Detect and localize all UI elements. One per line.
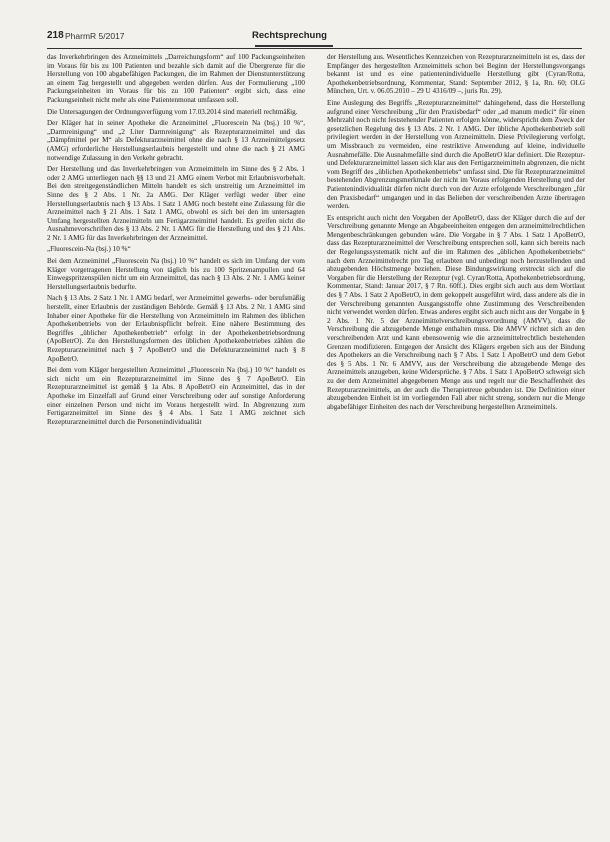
journal-reference: PharmR 5/2017 xyxy=(65,31,125,41)
paragraph: das Inverkehrbringen des Arzneimittels „Darreichungsform“ auf 100 Packungseinheiten im Voraus für bis zu 100 Patienten und bezahle sich damit auf die Übergrenze für die Herstellung von 100 abgabefähigen Packungen, die im Rahmen der Dienstunterstützung an einem Tag hergestellt und abgegeben werden dürfen. Aus der Formulierung „100 Packungseinheiten im Voraus für bis zu 100 Patienten“ ergibt sich, dass eine Packungseinheit nicht mehr als eine Patientenmonat umfassen soll. xyxy=(47,53,305,104)
page-number: 218 xyxy=(47,30,64,41)
page-header xyxy=(47,30,582,46)
paragraph: Es entspricht auch nicht den Vorgaben der ApoBetrO, dass der Kläger durch die auf der Verschreibung genannte Menge an Abgabeeinheiten entgegen den arzneimittelrechtlichen Mengenbeschränkungen gebunden wäre. Die Vorgabe in § 7 Abs. 1 Satz 1 ApoBetrO, dass das Rezepturarzneimittel der Verschreibung entsprechen soll, kann sich bereits nach der Regelungssystematik nicht auf die im Rahmen des „üblichen Apothekenbetriebs“ nach dem Arzneimittelrecht pro Tag erlaubten und unbedingt noch herzustellenden und abzugebenden Höchstmenge beziehen. Diese Bindungswirkung erstreckt sich auf die Vorgaben für die Herstellung der Rezeptur (vgl. Cyran/Rotta, Apothekenbetriebsordnung, Kommentar, Stand: Januar 2017, § 7 Rn. 60ff.). Dies ergibt sich auch aus dem Wortlaut des § 7 Abs. 1 Satz 2 ApoBetrO, in dem gekoppelt ausgeführt wird, dass andere als die in der Verschreibung genannten Ausgangsstoffe ohne Zustimmung des Verschreibenden nicht verwendet werden dürfen. Etwas anderes ergibt sich auch nicht aus der Vorgabe in § 2 Abs. 1 Nr. 5 der Arzneimittelverschreibungsverordnung (AMVV), dass die Verschreibung die abzugebende Menge enthalten muss. Die AMVV richtet sich an den verschreibenden Arzt und kann ebensowenig wie die arzneimittelrechtlich bestehenden Grenzen modifizieren. Entgegen der Ansicht des Klägers ergeben sich aus der Bindung des Apothekers an die Verschreibung nach § 7 Abs. 1 Satz 1 ApoBetrO und dem Gebot des § 5 Abs. 1 Nr. 6 AMVV, aus der Verschreibung die abzugebende Menge des Arzneimittels anzugeben, keine Widersprüche. § 7 Abs. 1 Satz 1 ApoBetrO schweigt sich zu der dem Arzneimittel abgegebenen Menge aus und regelt nur die Beschaffenheit des Rezepturarzneimittels, an der auch die Therapietreue gebunden ist. Die Definition einer abzugebenden Einheit ist im vorliegenden Fall aber nicht streng, sondern nur die Menge abgabefähiger Einheiten des nach der Verschreibung hergestellten Arzneimittels. xyxy=(327,213,585,411)
paragraph: Der Kläger hat in seiner Apotheke die Arzneimittel „Fluorescein Na (bsj.) 10 %“, „Darmreinigung“ und „2 Liter Darmreinigung“ als Rezepturarzneimittel und das „Dämpfmittel per M“ als Defekturarzneimittel ohne die nach § 13 Arzneimittelgesetz (AMG) erforderliche Herstellungserlaubnis hergestellt und ohne die nach § 21 AMG notwendige Zulassung in den Verkehr gebracht. xyxy=(47,119,305,162)
subheading: „Fluorescein-Na (bsj.) 10 %“ xyxy=(47,245,131,254)
paragraph: der Herstellung aus. Wesentliches Kennzeichen von Rezepturarzneimitteln ist es, dass der Empfänger des hergestellten Arzneimittels schon bei Beginn der Herstellungsvorgangs bekannt ist und es eine patientenindividuelle Herstellung gibt (Cyran/Rotta, Apothekenbetriebsordnung, Kommentar, Stand: September 2012, § 1a, Rn. 60; OLG München, Urt. v. 06.05.2010 – 29 U 4316/09 –, juris Rn. 29). xyxy=(327,53,585,96)
header-rule xyxy=(47,48,582,49)
right-column xyxy=(327,53,585,414)
section-title: Rechtsprechung xyxy=(252,30,327,41)
paragraph: Der Herstellung und das Inverkehrbringen von Arzneimitteln im Sinne des § 2 Abs. 1 oder 2 AMG unterliegen nach §§ 13 und 21 AMG einem Verbot mit Erlaubnisvorbehalt. Bei den streitgegenständlichen Mitteln handelt es sich unstreitig um Arzneimittel im Sinne des § 2 Abs. 1 Nr. 2a AMG. Der Kläger verfügt weder über eine Herstellungserlaubnis nach § 13 Abs. 1 Satz 1 AMG noch besteht eine Zulassung für die Arzneimittel nach § 21 Abs. 1 Satz 1 AMG, obwohl es sich bei den im untersagten Umfang hergestellten Arzneimitteln um Fertigarzneimittel handelt. Es greifen nicht die Ausnahmevorschriften des § 13 Abs. 2 Nr. 1 AMG für die Herstellung und des § 21 Abs. 2 Nr. 1 AMG für das Inverkehrbringen der Arzneimittel. xyxy=(47,165,305,242)
section-underline xyxy=(255,45,333,47)
paragraph: Bei dem Arzneimittel „Fluorescein Na (bsj.) 10 %“ handelt es sich im Umfang der vom Kläger vorgetragenen Herstellung von täglich bis zu 100 Spritzenampullen und 64 Einwegspritzenspülen nicht um ein Arzneimittel, das nach § 13 Abs. 2 Nr. 1 AMG keiner Herstellungserlaubnis bedurfte. xyxy=(47,257,305,291)
paragraph: Eine Auslegung des Begriffs „Rezepturarzneimittel“ dahingehend, dass die Herstellung aufgrund einer Verschreibung „für den Praxisbedarf“ oder „ad manum medici“ für einen Mehrzahl noch nicht feststehender Patienten erfolgen könne, widerspricht dem Zweck der gesetzlichen Regelung des § 13 Abs. 2 Nr. 1 AMG. Der übliche Apothekenbetrieb soll privilegiert werden in der Herstellung von Arzneimitteln. Diese Privilegierung verfolgt, um Missbrauch zu vermeiden, eine restriktive Anwendung auf kleine, individuelle Ausnahmefälle. Die Ausnahmefälle sind durch die ApoBetrO klar definiert. Die Rezeptur- und Defekturarzneimittel lassen sich klar aus den Fertigarzneimitteln abgrenzen, die nicht vom Begriff des „üblichen Apothekenbetriebs“ umfasst sind. Die für Rezepturarzneimittel bestehenden Abgrenzungsmerkmale der nicht im Voraus erfolgenden Herstellung und der Patientenindividualität dürfen nicht durch von der Arzte erfolgende Verschreibungen „für den Praxisbedarf“ umgangen und in das Belieben der verschreibenden Arzte übertragen werden. xyxy=(327,98,585,211)
left-column xyxy=(47,53,305,429)
paragraph: Nach § 13 Abs. 2 Satz 1 Nr. 1 AMG bedarf, wer Arzneimittel gewerbs- oder berufsmäßig herstellt, einer Erlaubnis der zuständigen Behörde. Gemäß § 13 Abs. 2 Nr. 1 AMG sind Inhaber einer Apotheke für die Herstellung von Arzneimitteln im Rahmen des üblichen Apothekenbetriebs von der Erlaubnispflicht befreit. Eine nähere Bestimmung des Begriffes „üblicher Apothekenbetrieb“ erfolgt in der Apothekenbetriebsordnung (ApoBetrO). Zu den Herstellungsformen des üblichen Apothekenbetriebes zählen die Rezepturarzneimittel nach § 7 ApoBetrO und die Defekturarzneimittel nach § 8 ApoBetrO. xyxy=(47,294,305,363)
paragraph: Bei dem vom Kläger hergestellten Arzneimittel „Fluorescein Na (bsj.) 10 %“ handelt es sich nicht um ein Rezepturarzneimittel im Sinne des § 7 ApoBetrO. Ein Rezepturarzneimittel ist gemäß § 1a Abs. 8 ApoBetrO ein Arzneimittel, das in der Apotheke im Einzelfall auf Grund einer Verschreibung oder auf sonstige Anforderung einer einzelnen Person und nicht im Voraus hergestellt wird. In Abgrenzung zum Fertigarzneimittel im Sinne des § 4 Abs. 1 Satz 1 AMG zeichnet sich Rezepturarzneimittel durch die Personenindividualität xyxy=(47,366,305,426)
paragraph: Die Untersagungen der Ordnungsverfügung vom 17.03.2014 sind materiell rechtmäßig. xyxy=(47,107,298,116)
